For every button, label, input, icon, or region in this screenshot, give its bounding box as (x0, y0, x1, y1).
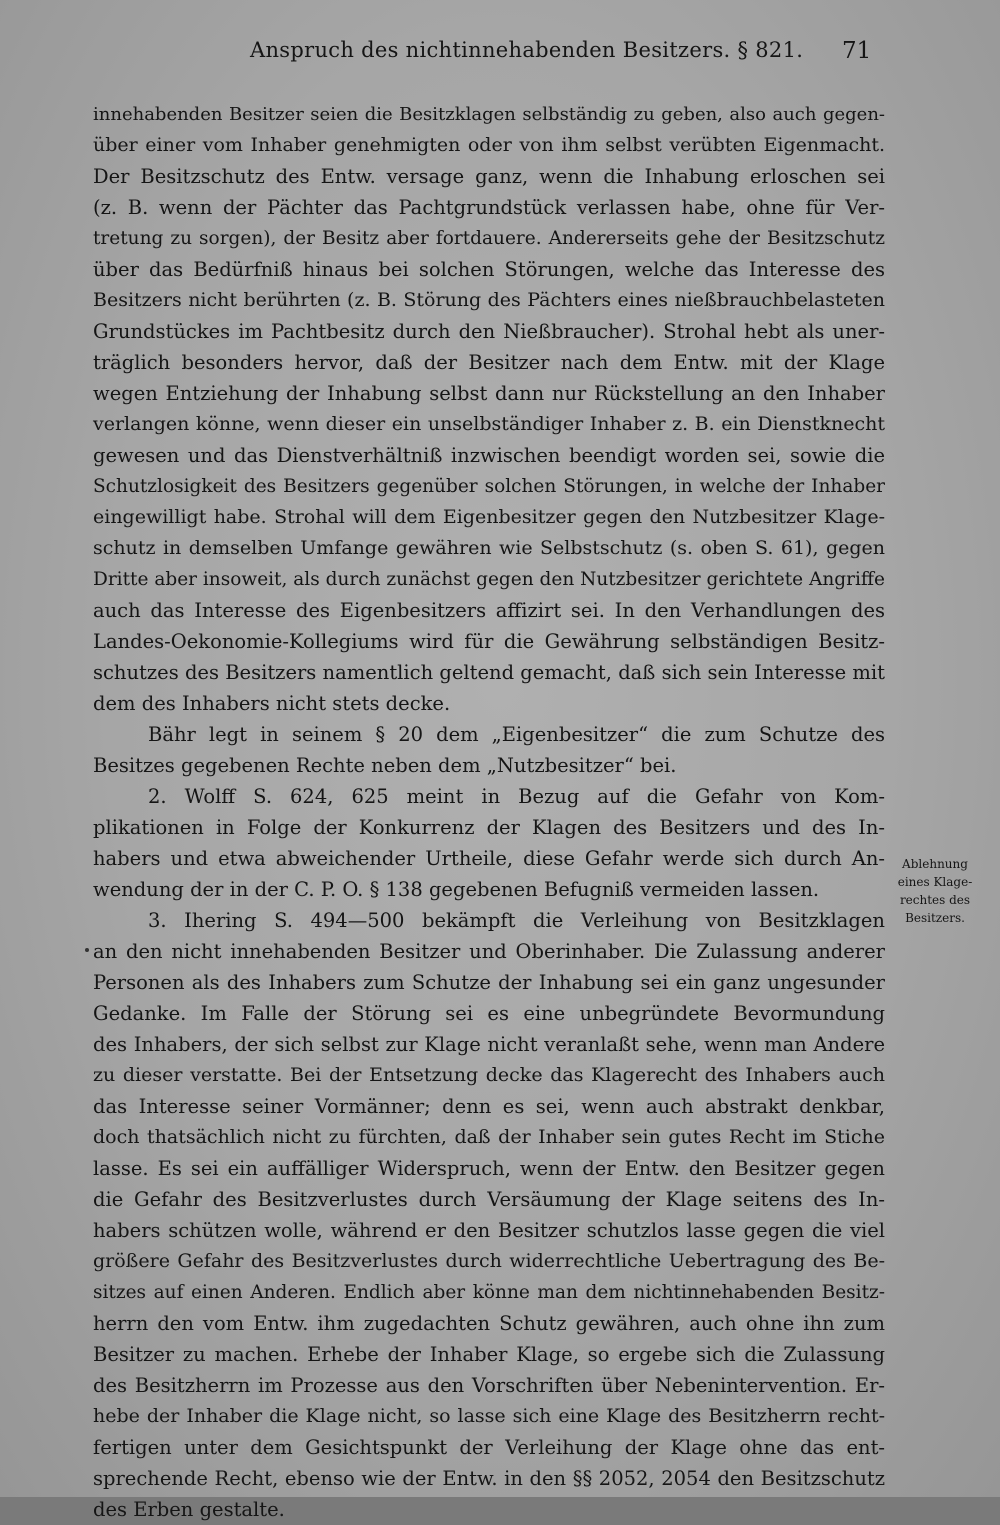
text-line: zu dieser verstatte. Bei der Entsetzung decke das Klagerecht des Inhabers auch (93, 1064, 885, 1086)
text-line: träglich besonders hervor, daß der Besitzer nach dem Entw. mit der Klage (93, 351, 885, 374)
text-line: hebe der Inhaber die Klage nicht, so lasse sich eine Klage des Besitzherrn recht- (93, 1405, 885, 1427)
text-line: dem des Inhabers nicht stets decke. (93, 692, 451, 715)
text-line: Bähr legt in seinem § 20 dem „Eigenbesitzer“ die zum Schutze des (148, 723, 885, 746)
margin-note (890, 855, 980, 927)
text-line: über das Bedürfniß hinaus bei solchen Störungen, welche das Interesse des (93, 258, 885, 281)
text-line: fertigen unter dem Gesichtspunkt der Verleihung der Klage ohne das ent- (93, 1436, 885, 1459)
text-line: doch thatsächlich nicht zu fürchten, daß der Inhaber sein gutes Recht im Stiche (93, 1126, 885, 1148)
text-line: Besitzers nicht berührten (z. B. Störung des Pächters eines nießbrauchbelasteten (93, 289, 885, 311)
text-line: des Besitzherrn im Prozesse aus den Vorschriften über Nebenintervention. Er- (93, 1374, 885, 1397)
text-line: die Gefahr des Besitzverlustes durch Versäumung der Klage seitens des In- (93, 1188, 885, 1211)
text-line: Schutzlosigkeit des Besitzers gegenüber solchen Störungen, in welche der Inhaber (93, 476, 885, 497)
text-line: das Interesse seiner Vormänner; denn es sei, wenn auch abstrakt denkbar, (93, 1095, 885, 1118)
text-line: Personen als des Inhabers zum Schutze der Inhabung sei ein ganz ungesunder (93, 971, 885, 994)
text-line: über einer vom Inhaber genehmigten oder von ihm selbst verübten Eigenmacht. (93, 134, 885, 156)
text-line: Gedanke. Im Falle der Störung sei es eine unbegründete Bevormundung (93, 1002, 885, 1025)
running-title: Anspruch des nichtinnehabenden Besitzers. § 821. (250, 38, 804, 62)
text-line: verlangen könne, wenn dieser ein unselbständiger Inhaber z. B. ein Dienstknecht (93, 413, 885, 435)
text-line: Besitzer zu machen. Erhebe der Inhaber Klage, so ergebe sich die Zulassung (93, 1343, 885, 1366)
text-line: habers schützen wolle, während er den Besitzer schutzlos lasse gegen die viel (93, 1219, 885, 1242)
margin-note-line: Ablehnung (902, 857, 968, 871)
text-line: plikationen in Folge der Konkurrenz der Klagen des Besitzers und des In- (93, 816, 885, 839)
text-line: habers und etwa abweichender Urtheile, diese Gefahr werde sich durch An- (93, 847, 885, 870)
text-line: sprechende Recht, ebenso wie der Entw. in den §§ 2052, 2054 den Besitzschutz (93, 1467, 885, 1490)
ink-speck (85, 948, 89, 952)
margin-note-line: Besitzers. (905, 911, 965, 925)
text-line: herrn den vom Entw. ihm zugedachten Schutz gewähren, auch ohne ihn zum (93, 1312, 885, 1335)
text-line: Dritte aber insoweit, als durch zunächst gegen den Nutzbesitzer gerichtete Angriffe (93, 569, 885, 590)
text-line: an den nicht innehabenden Besitzer und Oberinhaber. Die Zulassung anderer (93, 940, 885, 963)
text-line: eingewilligt habe. Strohal will dem Eigenbesitzer gegen den Nutzbesitzer Klage- (93, 506, 885, 528)
text-line: 3. Ihering S. 494—500 bekämpft die Verleihung von Besitzklagen (148, 909, 885, 932)
page-number: 71 (842, 38, 872, 64)
text-line: des Inhabers, der sich selbst zur Klage nicht veranlaßt sehe, wenn man Andere (93, 1033, 885, 1056)
margin-note-line: rechtes des (899, 893, 971, 907)
text-line: wendung der in der C. P. O. § 138 gegebenen Befugniß vermeiden lassen. (93, 878, 820, 901)
text-line: (z. B. wenn der Pächter das Pachtgrundstück verlassen habe, ohne für Ver- (93, 196, 885, 219)
margin-note-line: eines Klage- (897, 875, 973, 889)
text-line: auch das Interesse des Eigenbesitzers affizirt sei. In den Verhandlungen des (93, 599, 885, 622)
text-line: lasse. Es sei ein auffälliger Widerspruch, wenn der Entw. den Besitzer gegen (93, 1157, 885, 1180)
text-line: Besitzes gegebenen Rechte neben dem „Nutzbesitzer“ bei. (93, 754, 677, 777)
text-line: größere Gefahr des Besitzverlustes durch widerrechtliche Uebertragung des Be- (93, 1250, 885, 1272)
text-line: des Erben gestalte. (93, 1498, 285, 1521)
text-line: Der Besitzschutz des Entw. versage ganz, wenn die Inhabung erloschen sei (93, 165, 885, 188)
text-line: innehabenden Besitzer seien die Besitzklagen selbständig zu geben, also auch gegen- (93, 104, 885, 125)
body-text (93, 99, 885, 1525)
text-line: sitzes auf einen Anderen. Endlich aber könne man dem nichtinnehabenden Besitz- (93, 1282, 885, 1303)
text-line: Landes-Oekonomie-Kollegiums wird für die Gewährung selbständigen Besitz- (93, 630, 885, 653)
text-line: tretung zu sorgen), der Besitz aber fortdauere. Andererseits gehe der Besitzschutz (93, 228, 885, 249)
text-line: gewesen und das Dienstverhältniß inzwischen beendigt worden sei, sowie die (93, 444, 885, 467)
running-head (0, 38, 1000, 74)
text-line: wegen Entziehung der Inhabung selbst dann nur Rückstellung an den Inhaber (93, 382, 885, 405)
text-line: schutzes des Besitzers namentlich geltend gemacht, daß sich sein Interesse mit (93, 661, 885, 684)
text-line: schutz in demselben Umfange gewähren wie Selbstschutz (s. oben S. 61), gegen (93, 537, 885, 559)
text-line: Grundstückes im Pachtbesitz durch den Nießbraucher). Strohal hebt als uner- (93, 320, 885, 343)
text-line: 2. Wolff S. 624, 625 meint in Bezug auf die Gefahr von Kom- (148, 785, 885, 808)
